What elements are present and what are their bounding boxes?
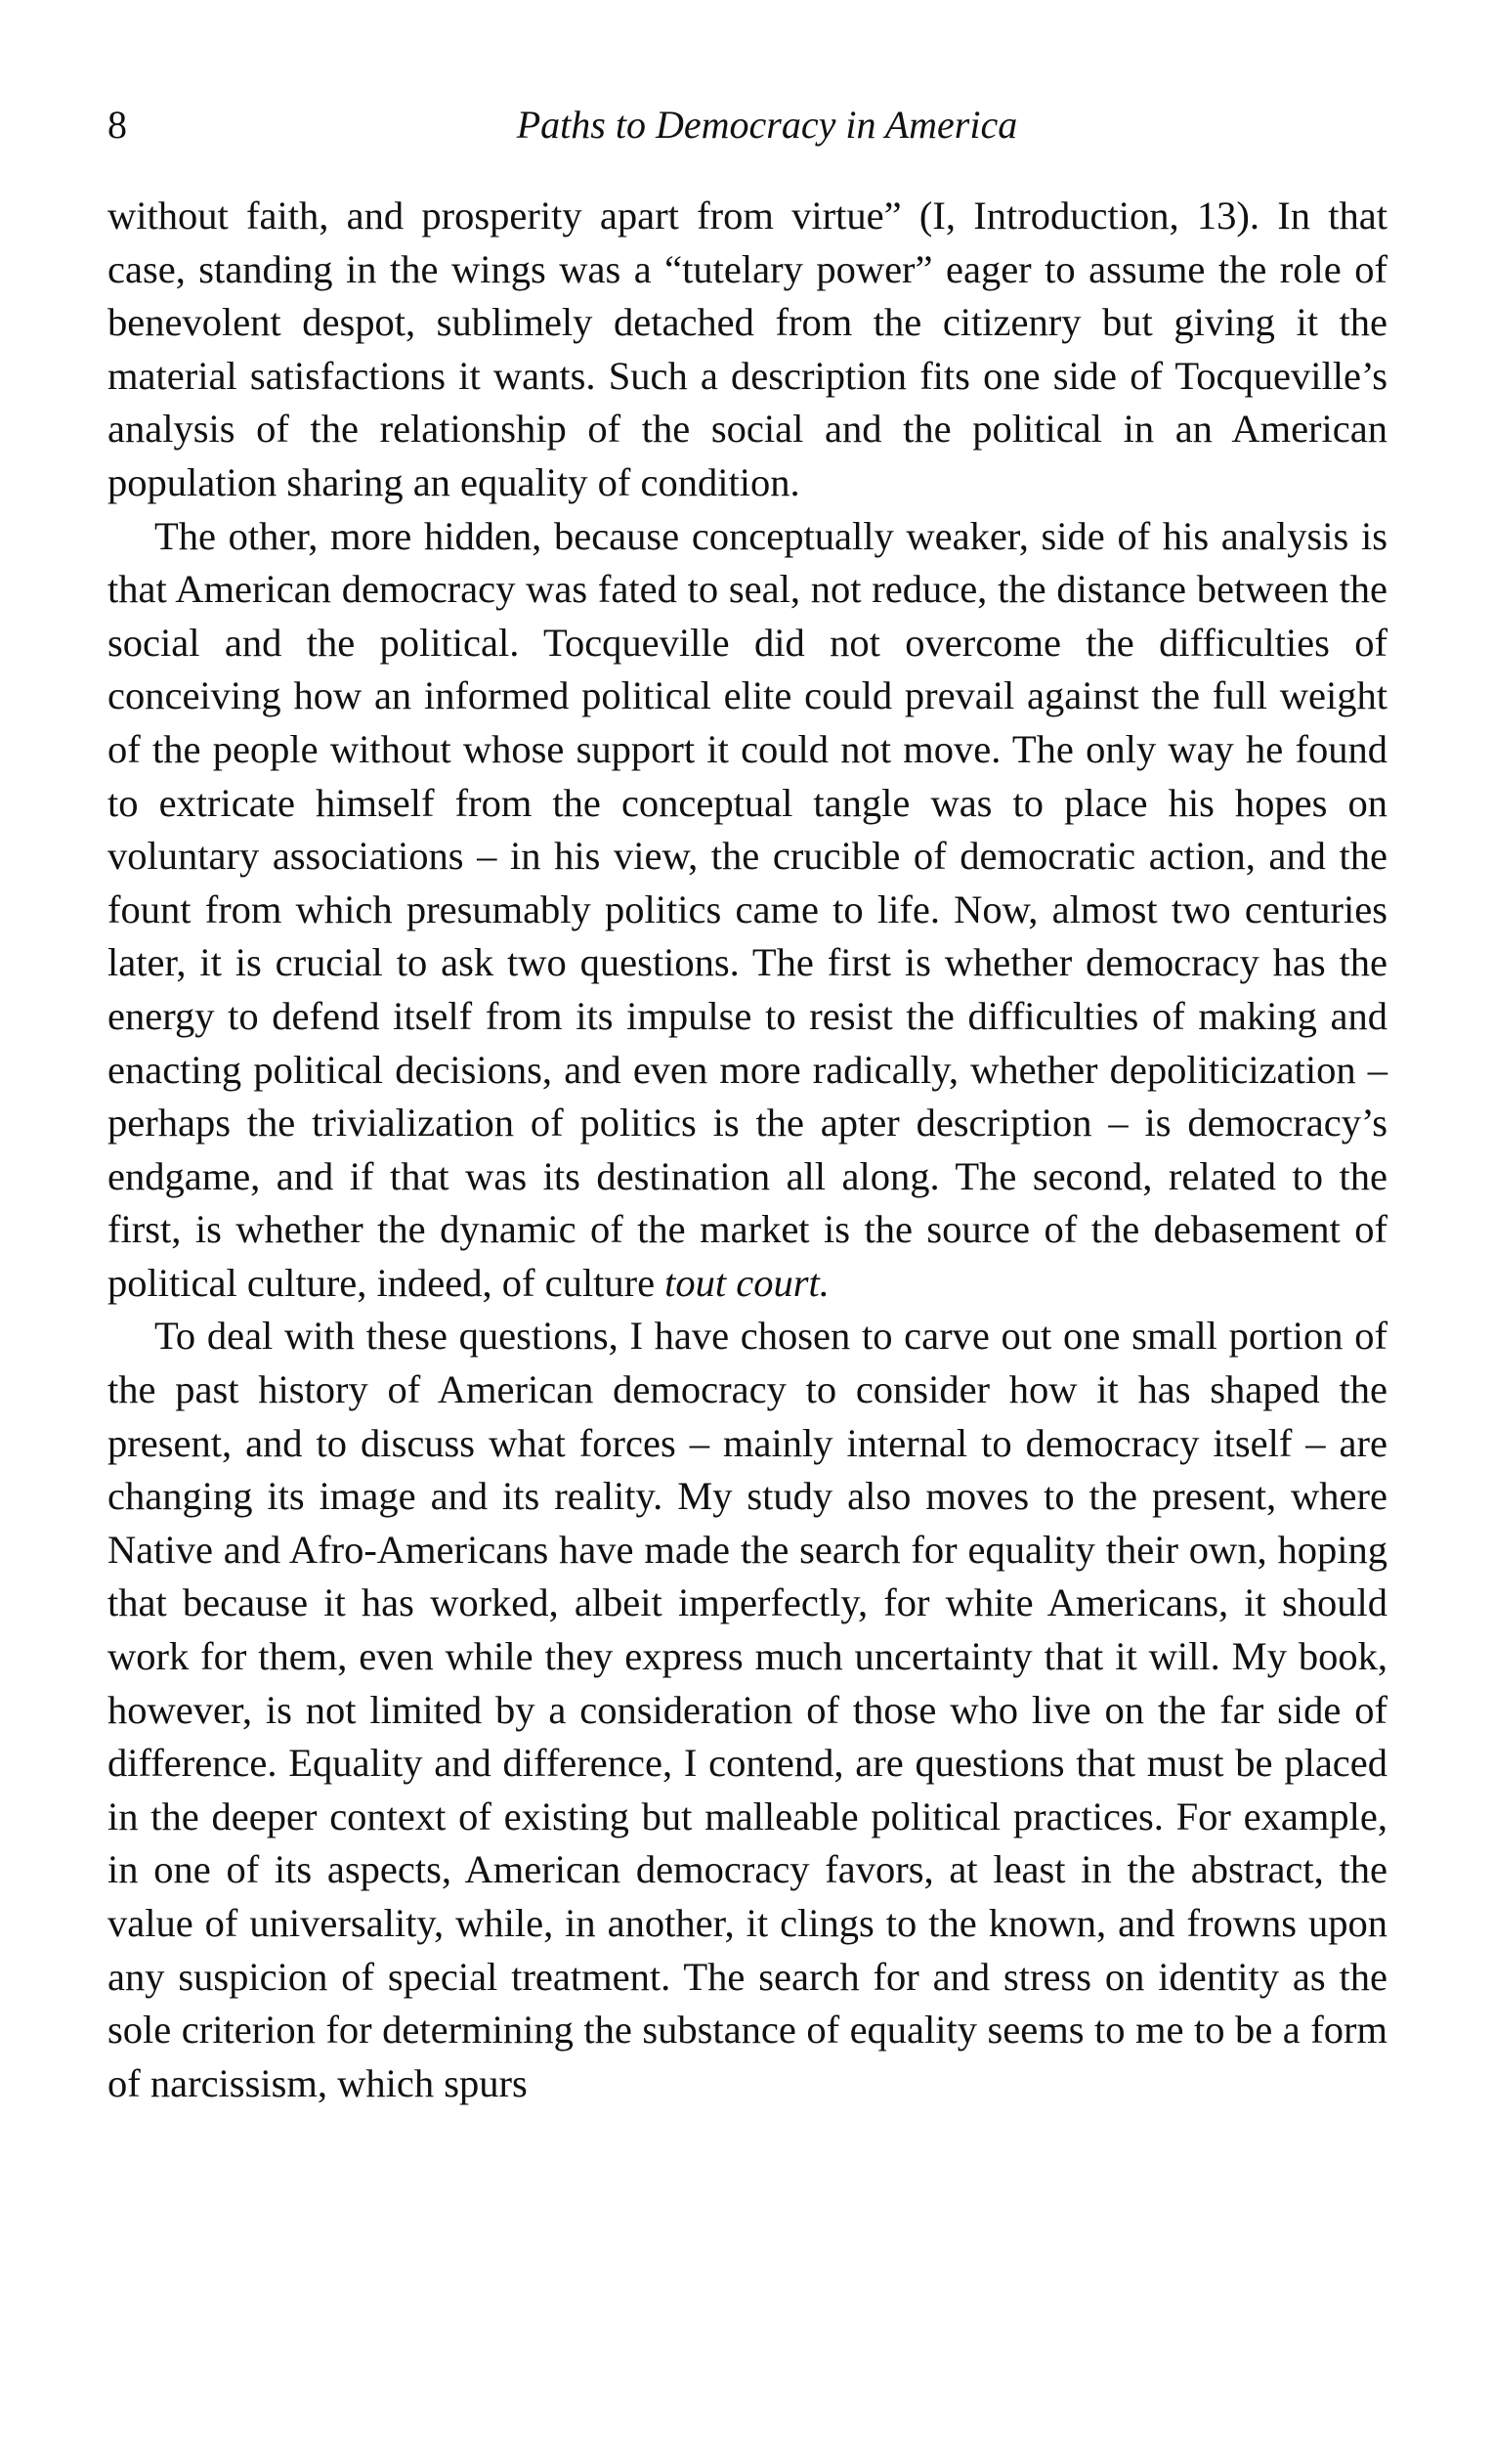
running-title: Paths to Democracy in America — [516, 103, 1018, 147]
paragraph-1 — [107, 190, 1387, 510]
running-head — [107, 94, 1387, 156]
italic-phrase-tout-court: tout court. — [664, 1260, 830, 1305]
paragraph-3-text: To deal with these questions, I have chosen to carve out one small portion of the past history of American democracy to consider how it has shaped the present, and to discuss what forces – mainly internal to democracy itself – are changing its image and its reality. My study also moves to the present, where Native and Afro-Americans have made the search for equality their own, hoping that because it has worked, albeit imperfectly, for white Americans, it should work for them, even while they express much uncertainty that it will. My book, however, is not limited by a consideration of those who live on the far side of difference. Equality and difference, I contend, are questions that must be placed in the deeper context of existing but malleable political practices. For example, in one of its aspects, American democracy favors, at least in the abstract, the value of universality, while, in another, it clings to the known, and frowns upon any suspicion of special treatment. The search for and stress on identity as the sole criterion for determining the substance of equality seems to me to be a form of narcissism, which spurs — [107, 1314, 1387, 2105]
body-text — [107, 190, 1387, 2110]
book-page — [107, 94, 1387, 2110]
paragraph-3 — [107, 1310, 1387, 2110]
page-number: 8 — [107, 103, 127, 147]
paragraph-2 — [107, 510, 1387, 1311]
paragraph-2-text: The other, more hidden, because conceptually weaker, side of his analysis is that American democracy was fated to seal, not reduce, the distance between the social and the political. Tocqueville did not overcome the difficulties of conceiving how an informed political elite could prevail against the full weight of the people without whose support it could not move. The only way he found to extricate himself from the conceptual tangle was to place his hopes on voluntary associations – in his view, the crucible of democratic action, and the fount from which presumably politics came to life. Now, almost two centuries later, it is crucial to ask two questions. The first is whether democracy has the energy to defend itself from its impulse to resist the difficulties of making and enacting political decisions, and even more radically, whether depoliticization – perhaps the trivialization of politics is the apter description – is democracy’s endgame, and if that was its destination all along. The second, related to the first, is whether the dynamic of the market is the source of the debasement of political culture, indeed, of culture — [107, 513, 1387, 1305]
paragraph-1-text: without faith, and prosperity apart from virtue” (I, Introduction, 13). In that case, standing in the wings was a “tutelary power” eager to assume the role of benevolent despot, sublimely detached from the citizenry but giving it the material satisfactions it wants. Such a description fits one side of Tocqueville’s analysis of the relationship of the social and the political in an American population sharing an equality of condition. — [107, 194, 1387, 504]
